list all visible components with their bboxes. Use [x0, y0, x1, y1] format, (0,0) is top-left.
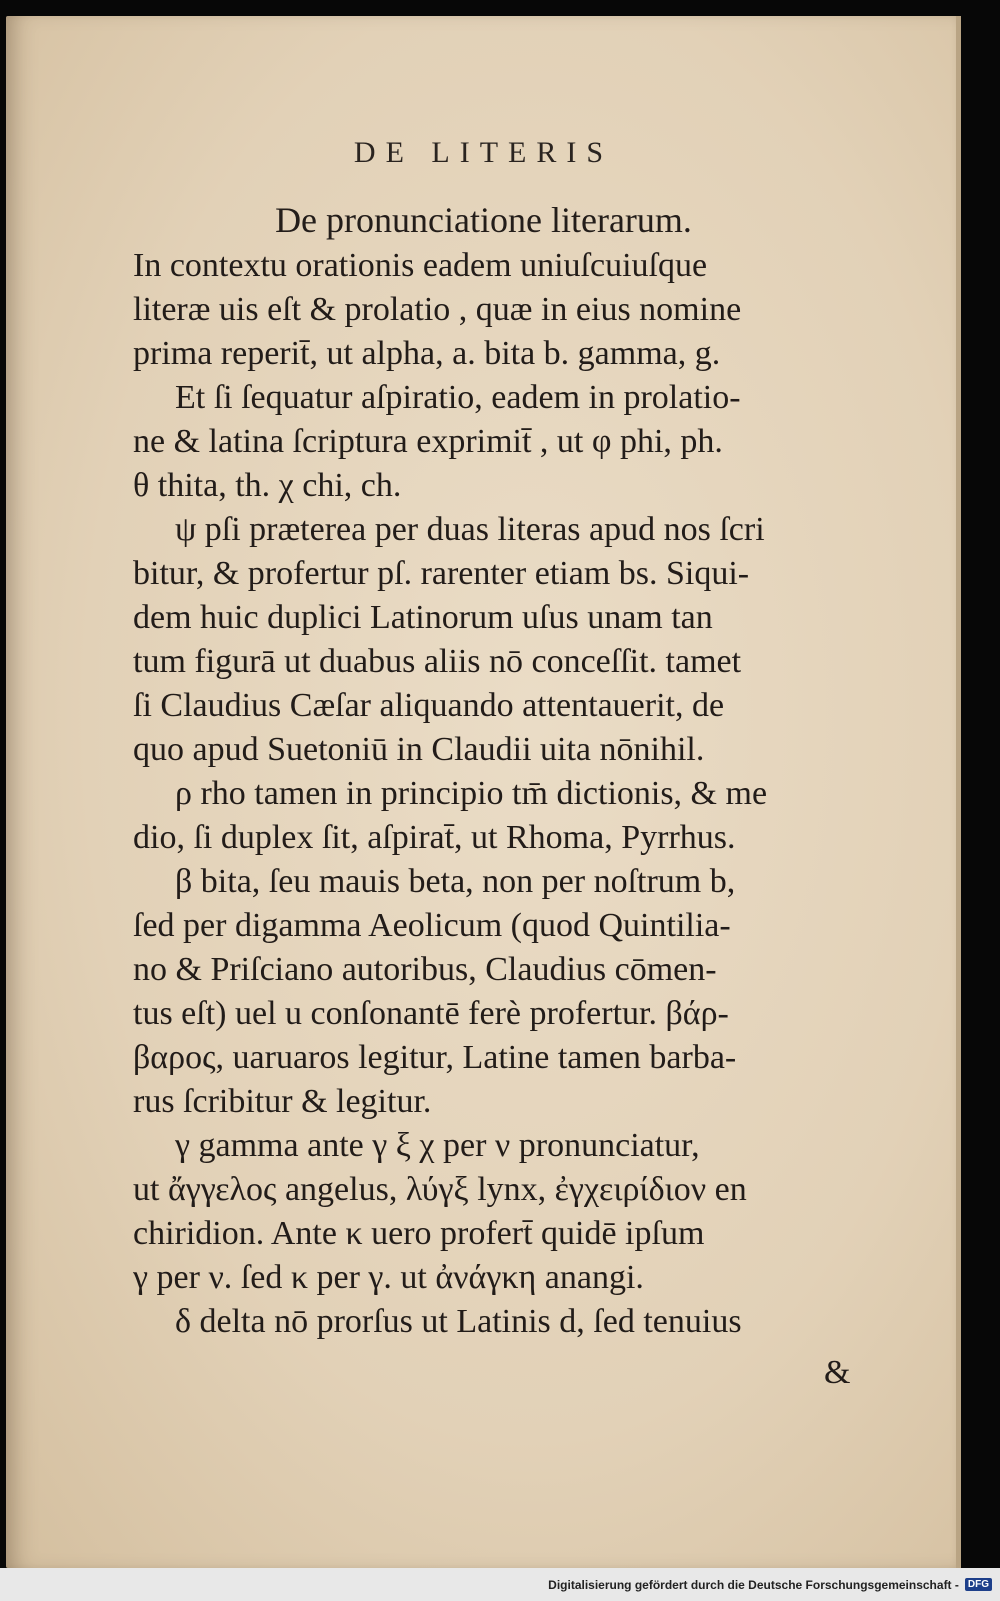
text-line: ſi Claudius Cæſar aliquando attentauerit, de — [133, 687, 725, 724]
text-line: no & Priſciano autoribus, Claudius cōmen- — [133, 951, 717, 988]
text-line: ψ pſi præterea per duas literas apud nos ſcri — [175, 511, 765, 548]
text-line: βαρος, uaruaros legitur, Latine tamen barba- — [133, 1039, 737, 1076]
text-line: tum figurā ut duabus aliis nō conceſſit. tamet — [133, 643, 742, 680]
text-line: bitur, & profertur pſ. rarenter etiam bs. Siqui- — [133, 555, 750, 592]
text-line: rus ſcribitur & legitur. — [133, 1083, 432, 1120]
dfg-logo: DFG — [965, 1578, 992, 1591]
text-line: prima reperit̄, ut alpha, a. bita b. gamma, g. — [133, 335, 721, 372]
footer-credit: Digitalisierung gefördert durch die Deutsche Forschungsgemeinschaft - — [548, 1577, 959, 1592]
running-head: DE LITERIS — [353, 136, 614, 169]
body-text — [133, 244, 863, 1344]
text-line: dio, ſi duplex ſit, aſpirat̄, ut Rhoma, Pyrrhus. — [133, 819, 736, 856]
text-line: dem huic duplici Latinorum uſus unam tan — [133, 599, 713, 636]
text-line: In contextu orationis eadem uniuſcuiuſque — [133, 247, 708, 284]
page-edge — [956, 16, 961, 1568]
text-line: γ gamma ante γ ξ χ per ν pronunciatur, — [175, 1127, 700, 1164]
text-line: β bita, ſeu mauis beta, non per noſtrum b, — [175, 863, 736, 900]
section-title: De pronunciatione literarum. — [275, 200, 692, 240]
text-line: quo apud Suetoniū in Claudii uita nōnihil. — [133, 731, 705, 768]
text-line: γ per ν. ſed κ per γ. ut ἀνάγκη anangi. — [133, 1259, 644, 1296]
text-line: θ thita, th. χ chi, ch. — [133, 467, 402, 504]
text-line: ut ἄγγελος angelus, λύγξ lynx, ἐγχειρίδιον en — [133, 1171, 747, 1208]
text-line: δ delta nō prorſus ut Latinis d, ſed tenuius — [175, 1303, 742, 1340]
text-line: tus eſt) uel u conſonantē ferè profertur. βάρ- — [133, 995, 729, 1032]
digitization-footer — [0, 1568, 1000, 1601]
text-line: chiridion. Ante κ uero profert̄ quidē ipſum — [133, 1215, 705, 1252]
text-line: ρ rho tamen in principio tm̄ dictionis, & me — [175, 775, 768, 812]
text-line: ne & latina ſcriptura exprimit̄ , ut φ phi, ph. — [133, 423, 723, 460]
text-line: literæ uis eſt & prolatio , quæ in eius nomine — [133, 291, 742, 328]
text-line: ſed per digamma Aeolicum (quod Quintilia- — [133, 907, 731, 944]
text-line: Et ſi ſequatur aſpiratio, eadem in prolatio- — [175, 379, 741, 416]
book-page — [6, 16, 961, 1568]
catchword: & — [824, 1354, 851, 1391]
